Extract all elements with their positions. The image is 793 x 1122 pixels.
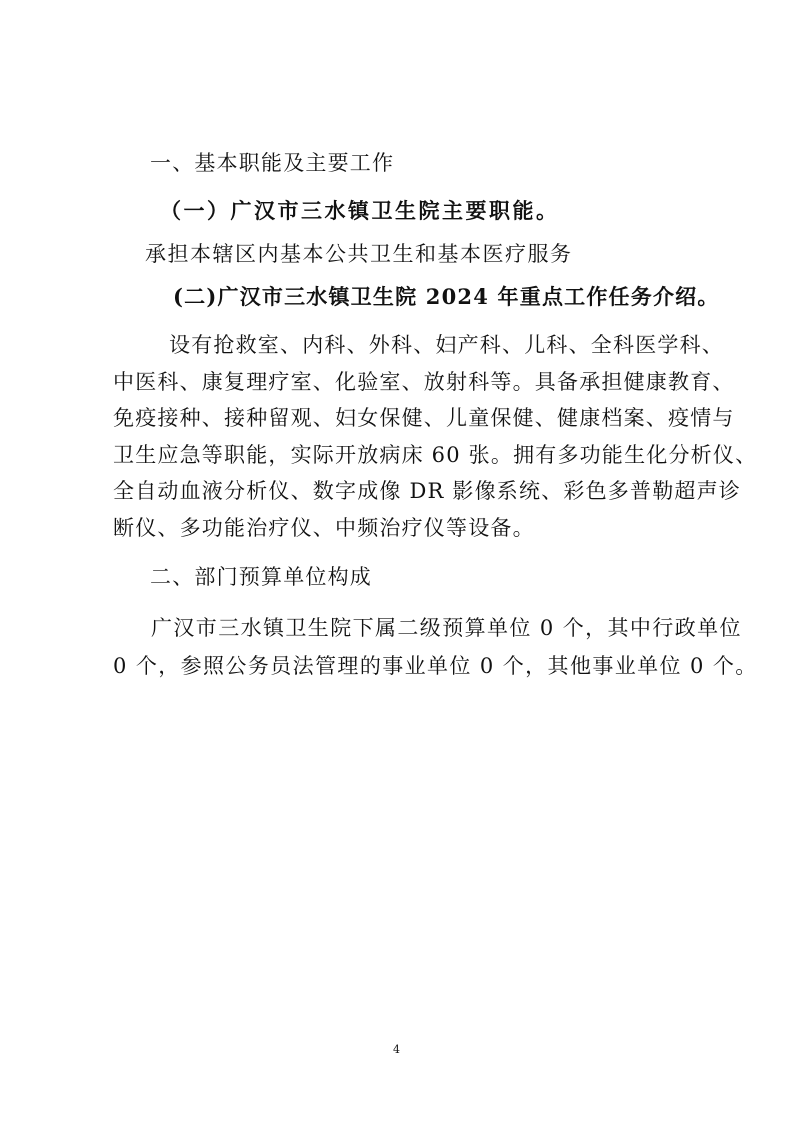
- subsection-heading-main-functions: （一）广汉市三水镇卫生院主要职能。: [160, 198, 560, 223]
- paragraph-line: 免疫接种、接种留观、妇女保健、儿童保健、健康档案、疫情与: [113, 406, 735, 430]
- page-number: 4: [393, 1043, 400, 1056]
- section-heading-basic-functions: 一、基本职能及主要工作: [150, 151, 395, 175]
- paragraph-line: 广汉市三水镇卫生院下属二级预算单位 0 个，其中行政单位: [151, 616, 742, 640]
- paragraph-main-functions: 承担本辖区内基本公共卫生和基本医疗服务: [145, 242, 573, 266]
- paragraph-line: 全自动血液分析仪、数字成像 DR 影像系统、彩色多普勒超声诊: [113, 479, 741, 503]
- paragraph-line: 0 个，参照公务员法管理的事业单位 0 个，其他事业单位 0 个。: [113, 654, 758, 678]
- subsection-heading-key-tasks: (二)广汉市三水镇卫生院 2024 年重点工作任务介绍。: [173, 284, 720, 309]
- section-heading-budget-units: 二、部门预算单位构成: [150, 565, 372, 589]
- paragraph-key-tasks: [113, 327, 758, 546]
- paragraph-line: 中医科、康复理疗室、化验室、放射科等。具备承担健康教育、: [113, 369, 735, 394]
- paragraph-line: 设有抢救室、内科、外科、妇产科、儿科、全科医学科、: [169, 333, 724, 357]
- paragraph-line: 卫生应急等职能，实际开放病床 60 张。拥有多功能生化分析仪、: [113, 442, 758, 467]
- paragraph-budget-units: [113, 609, 758, 685]
- paragraph-line: 断仪、多功能治疗仪、中频治疗仪等设备。: [113, 515, 535, 540]
